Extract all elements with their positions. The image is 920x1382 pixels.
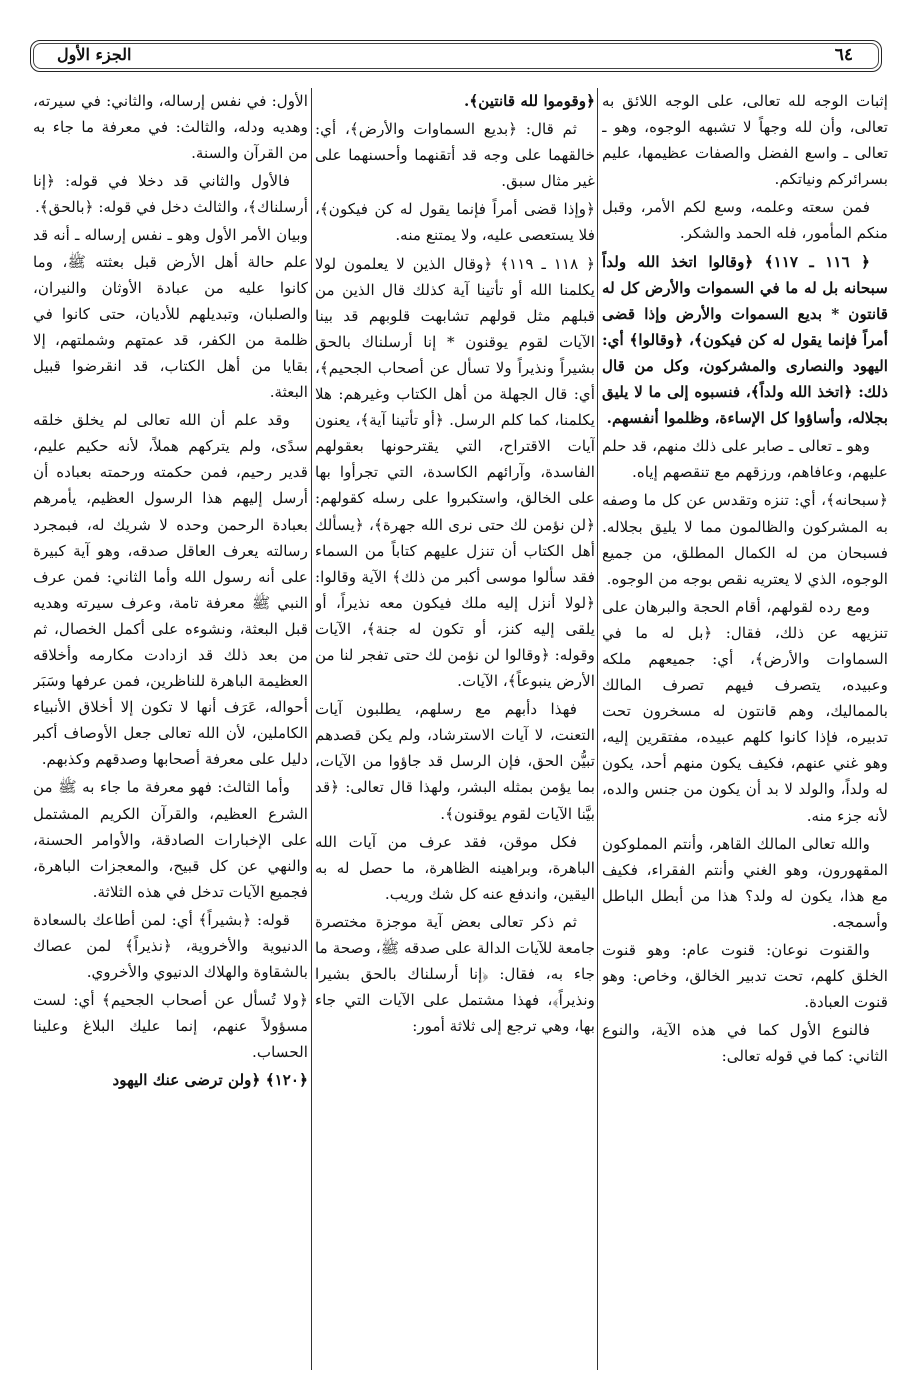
column-left	[33, 88, 308, 1368]
paragraph: ﴿ ١١٨ ـ ١١٩﴾ ﴿وقال الذين لا يعلمون لولا يكلمنا الله أو تأتينا آية كذلك قال الذين من قبلهم مثل قولهم تشابهت قلوبهم قد بينا الآيات لقوم يوقنون * إنا أرسلناك بالحق بشيراً ونذيراً ولا تسأل عن أصحاب الجحيم﴾، أي: قال الجهلة من أهل الكتاب وغيرهم: هلا يكلمنا، كما كلم الرسل. ﴿أو تأتينا آية﴾، يعنون آيات الاقتراح، التي يقترحونها بعقولهم الفاسدة، وآرائهم الكاسدة، التي تجرأوا بها على الخالق، واستكبروا على رسله كقولهم: ﴿لن نؤمن لك حتى نرى الله جهرة﴾، ﴿يسألك أهل الكتاب أن تنزل عليهم كتاباً من السماء فقد سألوا موسى أكبر من ذلك﴾ الآية وقالوا: ﴿لولا أنزل إليه ملك فيكون معه نذيراً، أو يلقى إليه كنز، أو تكون له جنة﴾، الآيات وقوله: ﴿وقالوا لن نؤمن لك حتى تفجر لنا من الأرض ينبوعاً﴾، الآيات.	[315, 254, 595, 691]
paragraph: والله تعالى المالك القاهر، وأنتم المملوكون المقهورون، وهو الغني وأنتم الفقراء، فكيف مع هذا، يكون له ولد؟ هذا من أبطل الباطل وأسمجه.	[602, 834, 888, 931]
paragraph: وهو ـ تعالى ـ صابر على ذلك منهم، قد حلم عليهم، وعافاهم، ورزقهم مع تنقصهم إياه.	[602, 437, 888, 482]
running-header	[30, 40, 882, 72]
paragraph: فمن سعته وعلمه، وسع لكم الأمر، وقبل منكم المأمور، فله الحمد والشكر.	[602, 198, 888, 243]
column-middle	[315, 88, 595, 1368]
paragraph: ﴿وقوموا لله قانتين﴾.	[464, 92, 595, 110]
paragraph: إثبات الوجه لله تعالى، على الوجه اللائق به تعالى، وأن لله وجهاً لا تشبهه الوجوه، وهو ـ تعالى ـ واسع الفضل والصفات عظيمها، عليم بسرائركم ونياتكم.	[602, 92, 888, 189]
paragraph: ﴿سبحانه﴾، أي: تنزه وتقدس عن كل ما وصفه به المشركون والظالمون مما لا يليق بجلاله. فسبحان من له الكمال المطلق، من جميع الوجوه، الذي لا يعتريه نقص بوجه من الوجوه.	[602, 491, 888, 588]
column-divider	[597, 88, 598, 1370]
paragraph: فهذا دأبهم مع رسلهم، يطلبون آيات التعنت، لا آيات الاسترشاد، ولم يكن قصدهم تبيُّن الحق، فإن الرسل قد جاؤوا من الآيات، بما يؤمن بمثله البشر، ولهذا قال تعالى: ﴿قد بيَّنا الآيات لقوم يوقنون﴾.	[315, 700, 595, 823]
paragraph: وأما الثالث: فهو معرفة ما جاء به ﷺ من الشرع العظيم، والقرآن الكريم المشتمل على الإخبارات الصادقة، والأوامر الحسنة، والنهي عن كل قبيح، والمعجزات الباهرة، فجميع الآيات تدخل في هذه الثلاثة.	[33, 778, 308, 901]
paragraph: فالأول والثاني قد دخلا في قوله: ﴿إنا أرسلناك﴾، والثالث دخل في قوله: ﴿بالحق﴾.	[33, 172, 308, 217]
paragraph: ﴿١٢٠﴾ ﴿ولن ترضى عنك اليهود	[112, 1071, 308, 1090]
part-title: الجزء الأول	[57, 45, 132, 64]
paragraph: وبيان الأمر الأول وهو ـ نفس إرساله ـ أنه قد علم حالة أهل الأرض قبل بعثته ﷺ، وما كانوا عليه من عبادة الأوثان والنيران، والصلبان، وتبديلهم للأديان، حتى كانوا في ظلمة من الكفر، قد عمتهم وشملتهم، إلا بقايا من أهل الكتاب، قد انقرضوا قبيل البعثة.	[33, 226, 308, 402]
paragraph: الأول: في نفس إرساله، والثاني: في سيرته، وهديه ودله، والثالث: في معرفة ما جاء به من القرآن والسنة.	[33, 92, 308, 163]
paragraph: فكل موقن، فقد عرف من آيات الله الباهرة، وبراهينه الظاهرة، ما حصل له به اليقين، واندفع عنه كل شك وريب.	[315, 832, 595, 903]
paragraph: ثم ذكر تعالى بعض آية موجزة مختصرة جامعة للآيات الدالة على صدقه ﷺ، وصحة ما جاء به، فقال: ﴿إنا أرسلناك بالحق بشيرا ونذيراً﴾، فهذا مشتمل على الآيات التي جاء بها، وهي ترجع إلى ثلاثة أمور:	[315, 912, 595, 1036]
column-divider	[311, 88, 312, 1370]
column-right	[602, 88, 888, 1368]
paragraph: ﴿ولا تُسأل عن أصحاب الجحيم﴾ أي: لست مسؤولاً عنهم، إنما عليك البلاغ وعلينا الحساب.	[33, 991, 308, 1062]
paragraph: ثم قال: ﴿بديع السماوات والأرض﴾، أي: خالقهما على وجه قد أتقنهما وأحسنهما على غير مثال سبق.	[315, 120, 595, 191]
paragraph: وقد علم أن الله تعالى لم يخلق خلقه سدًى، ولم يتركهم هملاً، لأنه حكيم عليم، قدير رحيم، فمن حكمته ورحمته بعباده أن أرسل إليهم هذا الرسول العظيم، يأمرهم بعبادة الرحمن وحده لا شريك له، فبمجرد رسالته يعرف العاقل صدقه، وهو آية كبيرة على أنه رسول الله وأما الثاني: فمن عرف النبي ﷺ معرفة تامة، وعرف سيرته وهديه قبل البعثة، ونشوءه على أكمل الخصال، ثم من بعد ذلك قد ازدادت مكارمه وأخلاقه العظيمة الباهرة للناظرين، فمن عرفها وسَبَر أحواله، عَرَف أنها لا تكون إلا أخلاق الأنبياء الكاملين، لأن الله تعالى جعل الأوصاف أكبر دليل على معرفة أصحابها وصدقهم وكذبهم.	[33, 411, 308, 769]
paragraph: والقنوت نوعان: قنوت عام: وهو قنوت الخلق كلهم، تحت تدبير الخالق، وخاص: وهو قنوت العبادة.	[602, 941, 888, 1012]
paragraph: ومع رده لقولهم، أقام الحجة والبرهان على تنزيهه عن ذلك، فقال: ﴿بل له ما في السماوات والأرض﴾، أي: جميعهم ملكه وعبيده، يتصرف فيهم تصرف المالك بالمماليك، وهم قانتون له مسخرون تحت تدبيره، فإذا كانوا كلهم عبيده، مفتقرين إليه، وهو غني عنهم، فكيف يكون منهم أحد، يكون له ولداً، والولد لا بد أن يكون من جنس والده، لأنه جزء منه.	[602, 597, 888, 825]
page-number: ٦٤	[834, 45, 853, 65]
paragraph: قوله: ﴿بشيراً﴾ أي: لمن أطاعك بالسعادة الدنيوية والأخروية، ﴿نذيراً﴾ لمن عصاك بالشقاوة والهلاك الدنيوي والأخروي.	[33, 910, 308, 982]
paragraph: ﴿وإذا قضى أمراً فإنما يقول له كن فيكون﴾، فلا يستعصى عليه، ولا يمتنع منه.	[315, 200, 595, 245]
paragraph: فالنوع الأول كما في هذه الآية، والنوع الثاني: كما في قوله تعالى:	[602, 1021, 888, 1066]
paragraph: ﴿ ١١٦ ـ ١١٧﴾ ﴿وقالوا اتخذ الله ولداً سبحانه بل له ما في السموات والأرض كل له قانتون * بديع السموات والأرض وإذا قضى أمراً فإنما يقول له كن فيكون﴾، ﴿وقالوا﴾ أي: اليهود والنصارى والمشركون، وكل من قال ذلك: ﴿اتخذ الله ولداً﴾، فنسبوه إلى ما لا يليق بجلاله، وأساؤوا كل الإساءة، وظلموا أنفسهم.	[602, 252, 888, 428]
